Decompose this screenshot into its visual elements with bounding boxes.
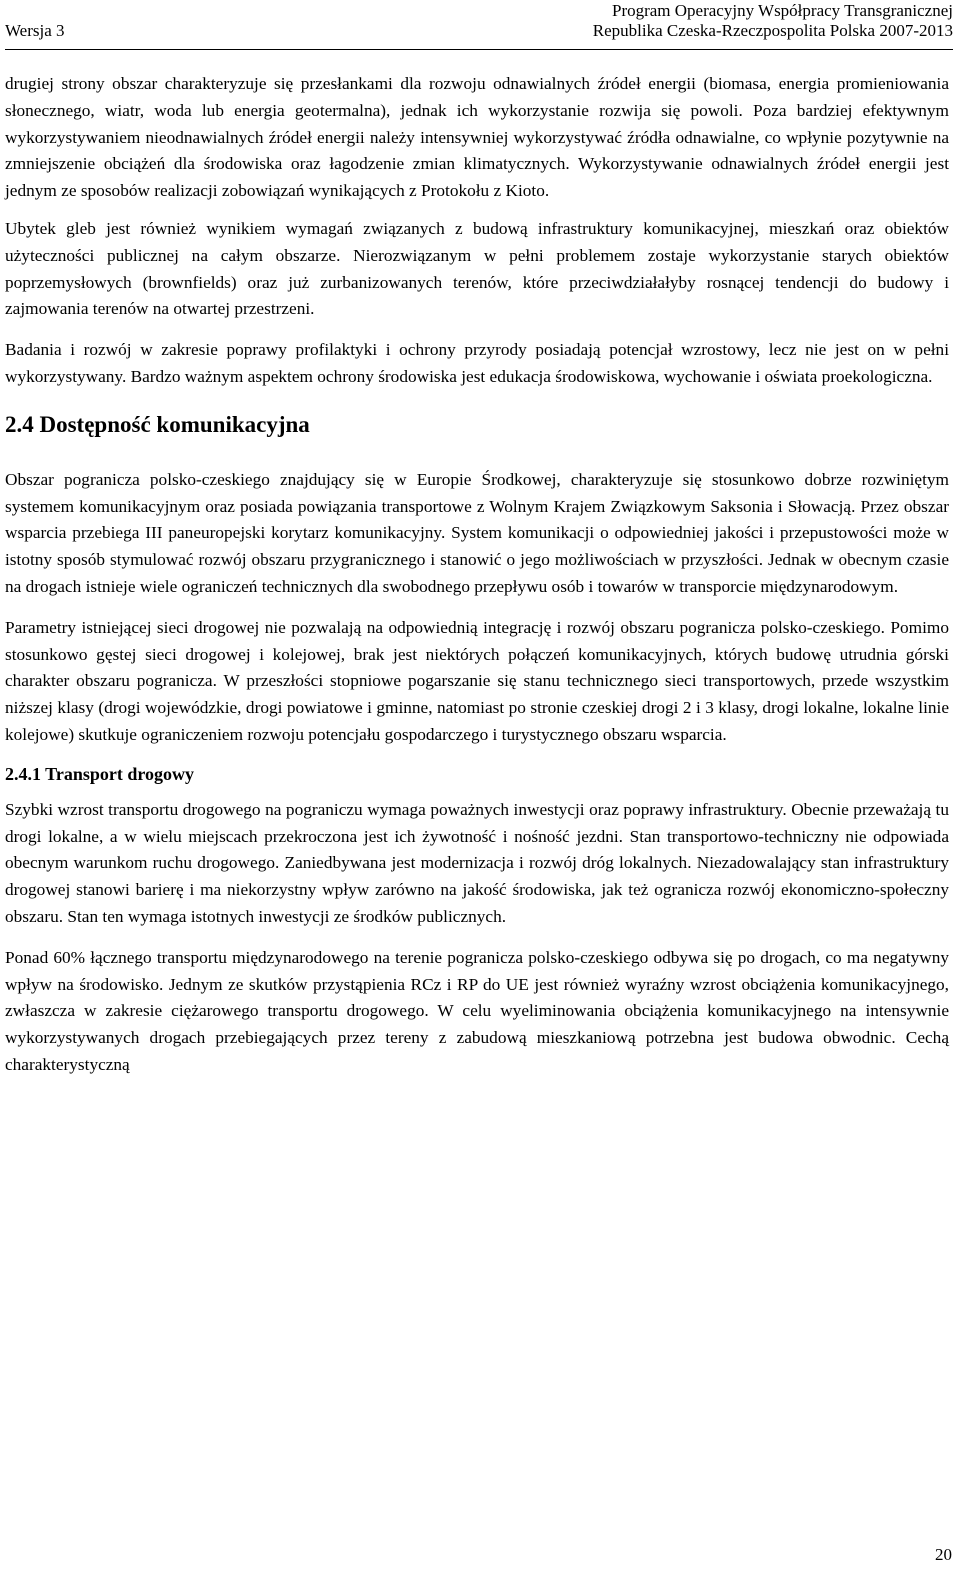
page-number: 20: [935, 1545, 952, 1564]
paragraph-road-transport: Szybki wzrost transportu drogowego na pograniczu wymaga poważnych inwestycji oraz poprawy infrastruktury. Obecnie przeważają tu drogi lokalne, a w wielu miejscach przekroczona jest ich żywotność i nośność jezdni. Stan transportowo-techniczny nie odpowiada obecnym warunkom ruchu drogowego. Zaniedbywana jest modernizacja i rozwój dróg lokalnych. Niezadowalający stan infrastruktury drogowej stanowi barierę i ma niekorzystny wpływ zarówno na jakość środowiska, jak też ogranicza rozwój ekonomiczno-społeczny obszaru. Stan ten wymaga istotnych inwestycji ze środków publicznych.: [5, 799, 949, 926]
subsection-heading: 2.4.1 Transport drogowy: [5, 763, 195, 784]
page-header: [5, 0, 953, 48]
header-version: Wersja 3: [5, 21, 65, 40]
document-body: [5, 71, 949, 1093]
paragraph-border-area: Obszar pogranicza polsko-czeskiego znajdujący się w Europie Środkowej, charakteryzuje się stosunkowo dobrze rozwiniętym systemem komunikacyjnym oraz posiada powiązania transportowe z Wolnym Krajem Związkowym Saksonia i Słowacją. Przez obszar wsparcia przebiega III paneuropejski korytarz komunikacyjny. System komunikacji o odpowiedniej jakości i przepustowości może w istotny sposób stymulować rozwój obszaru przygranicznego i stanowić o jego możliwościach w przyszłości. Jednak w obecnym czasie na drogach istnieje wiele ograniczeń technicznych dla swobodnego przepływu osób i towarów w transporcie międzynarodowym.: [5, 469, 949, 596]
header-divider: [5, 49, 953, 50]
paragraph-research-development: Badania i rozwój w zakresie poprawy profilaktyki i ochrony przyrody posiadają potencjał wzrostowy, lecz nie jest on w pełni wykorzystywany. Bardzo ważnym aspektem ochrony środowiska jest edukacja środowiskowa, wychowanie i oświata proekologiczna.: [5, 340, 949, 386]
paragraph-soil-loss: Ubytek gleb jest również wynikiem wymagań związanych z budową infrastruktury komunikacyjnej, mieszkań oraz obiektów użyteczności publicznej na całym obszarze. Nierozwiązanym w pełni problemem zostaje wykorzystanie starych obiektów poprzemysłowych (brownfields) oraz już zurbanizowanych terenów, które przeciwdziałałyby rosnącej tendencji do budowy i zajmowania terenów na otwartej przestrzeni.: [5, 218, 949, 319]
section-heading: 2.4 Dostępność komunikacyjna: [5, 411, 310, 437]
header-program-title: [593, 1, 953, 41]
paragraph-international-transport: Ponad 60% łącznego transportu międzynarodowego na terenie pogranicza polsko-czeskiego odbywa się po drogach, co ma negatywny wpływ na środowisko. Jednym ze skutków przystąpienia RCz i RP do UE jest również wyraźny wzrost obciążenia komunikacyjnego, zwłaszcza w zakresie ciężarowego transportu drogowego. W celu wyeliminowania obciążenia komunikacyjnego na intensywnie wykorzystywanych drogach przebiegających przez tereny z zabudową mieszkaniową potrzebna jest budowa obwodnic. Cechą charakterystyczną: [5, 947, 949, 1074]
paragraph-road-network: Parametry istniejącej sieci drogowej nie pozwalają na odpowiednią integrację i rozwój obszaru pogranicza polsko-czeskiego. Pomimo stosunkowo gęstej sieci drogowej i kolejowej, brak jest niektórych połączeń komunikacyjnych, których budowę utrudnia górski charakter obszaru pogranicza. W przeszłości stopniowe pogarszanie się stanu technicznego sieci transportowych, przede wszystkim niższej klasy (drogi wojewódzkie, drogi powiatowe i gminne, natomiast po stronie czeskiej drogi 2 i 3 klasy, drogi lokalne, lokalne linie kolejowe) skutkuje ograniczeniem rozwoju potencjału gospodarczego i turystycznego obszaru wsparcia.: [5, 617, 949, 744]
header-program-line1: Program Operacyjny Współpracy Transgranicznej: [611, 1, 953, 20]
header-program-line2: Republika Czeska-Rzeczpospolita Polska 2007-2013: [592, 21, 953, 40]
paragraph-renewable-energy: drugiej strony obszar charakteryzuje się przesłankami dla rozwoju odnawialnych źródeł energii (biomasa, energia promieniowania słonecznego, wiatr, woda lub energia geotermalna), jednak ich wykorzystanie rozwija się powoli. Poza bardziej efektywnym wykorzystywaniem nieodnawialnych źródeł energii należy intensywniej wykorzystywać źródła odnawialne, co wpłynie pozytywnie na zmniejszenie obciążeń dla środowiska oraz łagodzenie zmian klimatycznych. Wykorzystywanie odnawialnych źródeł energii jest jednym ze sposobów realizacji zobowiązań wynikających z Protokołu z Kioto.: [5, 74, 949, 201]
